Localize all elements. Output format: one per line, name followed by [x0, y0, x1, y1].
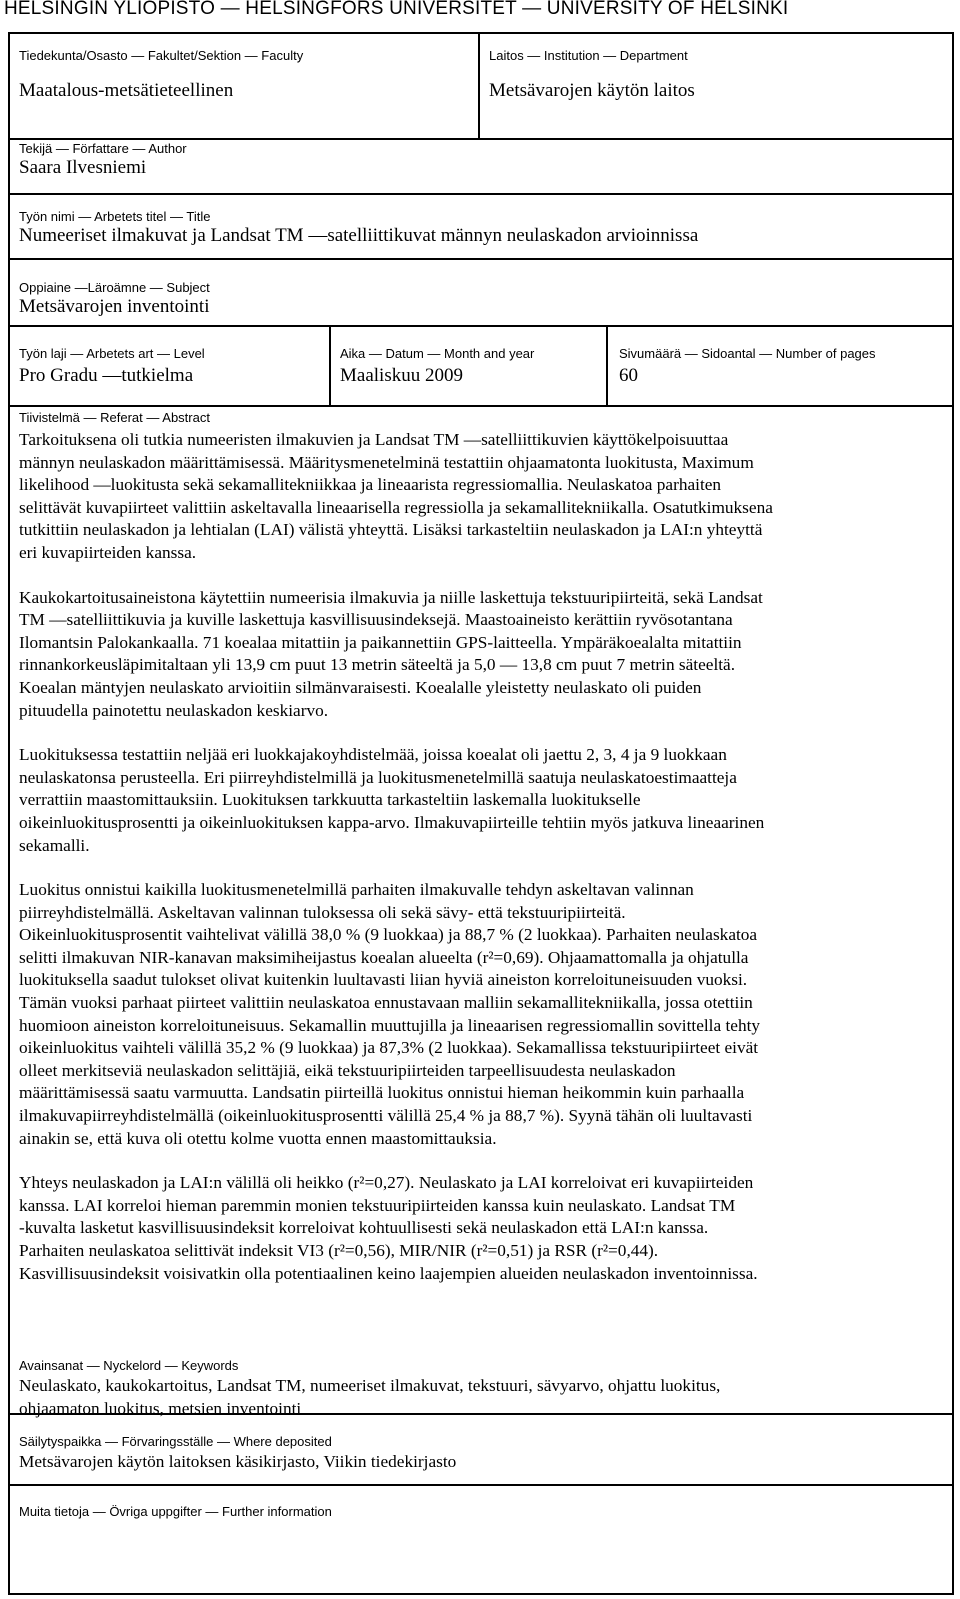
further-field [19, 1504, 332, 1519]
abstract-line: Parhaiten neulaskatoa selittivät indeksit VI3 (r²=0,56), MIR/NIR (r²=0,51) ja RSR (r²=0,44). [19, 1241, 659, 1260]
faculty-field [19, 48, 303, 102]
department-value: Metsävarojen käytön laitos [489, 80, 695, 101]
abstract-line: rinnankorkeusläpimitaltaan yli 13,9 cm puut 13 metrin säteeltä ja 5,0 — 13,8 cm puut 7 metrin säteeltä. [19, 655, 736, 675]
abstract-line: likelihood —luokitusta sekä sekamallitekniikkaa ja lineaarista regressiomallia. Neulaskatoa parhaiten [19, 475, 722, 495]
abstract-paragraph-1 [19, 429, 773, 565]
level-label: Työn laji — Arbetets art — Level [19, 346, 205, 361]
title-field [19, 209, 698, 247]
keywords-line: Neulaskato, kaukokartoitus, Landsat TM, numeeriset ilmakuvat, tekstuuri, sävyarvo, ohjattu luokitus, [19, 1376, 721, 1395]
abstract-line: Tarkoituksena oli tutkia numeeristen ilmakuvien ja Landsat TM —satelliittikuvien käyttökelpoisuuttaa [19, 430, 729, 449]
divider [10, 1484, 952, 1486]
pages-value: 60 [619, 365, 638, 386]
abstract-line: määrittämisessä saatu varmuutta. Landsatin piirteillä luokitus onnistui hieman heikommin kuin parhaalla [19, 1083, 745, 1103]
abstract-line: TM —satelliittikuvia ja kuville laskettuja kasvillisuusindeksejä. Maastoaineisto kerättiin ryvösotantana [19, 610, 733, 630]
abstract-line: verrattiin maastomittauksiin. Luokituksen tarkkuutta tarkasteltiin laskemalla luokitukselle [19, 790, 641, 810]
divider [10, 325, 952, 327]
author-label: Tekijä — Författare — Author [19, 141, 187, 156]
university-header: HELSINGIN YLIOPISTO — HELSINGFORS UNIVERSITET — UNIVERSITY OF HELSINKI [4, 0, 789, 19]
deposited-value: Metsävarojen käytön laitoksen käsikirjasto, Viikin tiedekirjasto [19, 1452, 457, 1471]
divider [478, 34, 480, 138]
divider [10, 1413, 952, 1415]
pages-field [619, 346, 876, 387]
abstract-line: oikeinluokitusprosentti ja oikeinluokituksen kappa-arvo. Ilmakuvapiirteille tehtiin myös jatkuva lineaarinen [19, 812, 765, 832]
divider [10, 138, 952, 140]
title-label: Työn nimi — Arbetets titel — Title [19, 209, 211, 224]
subject-value: Metsävarojen inventointi [19, 296, 210, 317]
abstract-line: Yhteys neulaskadon ja LAI:n välillä oli heikko (r²=0,27). Neulaskato ja LAI korreloivat eri kuvapiirteiden [19, 1173, 754, 1193]
abstract-line: männyn neulaskadon määrittämisessä. Määritysmenetelminä testattiin ohjaamatonta luokitusta, Maximum [19, 452, 754, 472]
abstract-line: eri kuvapiirteiden kanssa. [19, 542, 197, 562]
level-field [19, 346, 205, 387]
abstract-line: neulaskatonsa perusteella. Eri piirreyhdistelmillä ja luokitusmenetelmillä saatuja neulaskatoestimaatteja [19, 767, 737, 787]
abstract-label: Tiivistelmä — Referat — Abstract [19, 410, 210, 425]
subject-field [19, 280, 210, 318]
abstract-line: selitti ilmakuvan NIR-kanavan maksimiheijastus koealan alueelta (r²=0,69). Ohjaamattomalla ja ohjatulla [19, 947, 749, 967]
abstract-line: Oikeinluokitusprosentit vaihtelivat välillä 38,0 % (9 luokkaa) ja 88,7 % (2 luokkaa). Parhaiten neulaskatoa [19, 925, 758, 945]
abstract-paragraph-3 [19, 744, 773, 857]
abstract-line: Tämän vuoksi parhaat piirteet valittiin neulaskatoa ennustavaan malliin sekamallitekniikalla, jossa otettiin [19, 993, 753, 1013]
abstract-paragraph-2 [19, 587, 773, 723]
abstract-line: piirreyhdistelmällä. Askeltavan valinnan tuloksessa oli sekä sävy- että tekstuuripiirteitä. [19, 902, 626, 922]
deposited-field [19, 1434, 456, 1474]
keywords-label: Avainsanat — Nyckelord — Keywords [19, 1358, 239, 1373]
abstract-line: -kuvalta lasketut kasvillisuusindeksit korreloivat kohtuullisesti sekä neulaskadon että LAI:n kanssa. [19, 1218, 709, 1238]
subject-label: Oppiaine —Läroämne — Subject [19, 280, 210, 295]
abstract-line: oikeinluokitus vaihteli välillä 35,2 % (9 luokkaa) ja 87,3% (2 luokkaa). Sekamallissa tekstuuripiirteet eivät [19, 1038, 759, 1058]
abstract-line: huomioon aineiston korreloituneisuus. Sekamallin muuttujilla ja lineaarisen regressiomallin sovittella tehty [19, 1015, 761, 1035]
abstract-form [8, 32, 954, 1595]
abstract-line: olleet merkitseviä neulaskadon selittäjiä, eikä tekstuuripiirteiden tarpeellisuudesta neulaskadon [19, 1060, 676, 1080]
abstract-line: Kasvillisuusindeksit voisivatkin olla potentiaalinen keino laajempien alueiden neulaskadon inventoinnissa. [19, 1263, 758, 1283]
title-value: Numeeriset ilmakuvat ja Landsat TM —satelliittikuvat männyn neulaskadon arvioinnissa [19, 225, 699, 246]
abstract-line: luokituksella saadut tulokset olivat kuitenkin luultavasti liian hyviä aineiston korreloituneisuuden vuoksi. [19, 970, 748, 990]
divider [329, 325, 331, 405]
abstract-line: Kaukokartoitusaineistona käytettiin numeerisia ilmakuvia ja niille laskettuja tekstuuripiirteitä, sekä Landsat [19, 587, 763, 607]
divider [606, 325, 608, 405]
abstract-line: Ilomantsin Palokankaalla. 71 koealaa mitattiin ja paikannettiin GPS-laitteella. Ympäräkoealalta mitattiin [19, 632, 742, 652]
abstract-line: pituudella painotettu neulaskadon keskiarvo. [19, 700, 329, 720]
abstract-line: ilmakuvapiirreyhdistelmällä (oikeinluokitusprosentti välillä 25,4 % ja 88,7 %). Syynä tähän oli luultavasti [19, 1106, 753, 1126]
author-field [19, 141, 187, 179]
divider [10, 193, 952, 195]
abstract-line: kanssa. LAI korreloi hieman paremmin monien tekstuuripiirteiden kanssa kuin neulaskato. Landsat TM [19, 1195, 736, 1215]
department-field [489, 48, 695, 102]
faculty-value: Maatalous-metsätieteellinen [19, 80, 234, 101]
abstract-section [19, 410, 773, 1285]
deposited-label: Säilytyspaikka — Förvaringsställe — Where deposited [19, 1434, 332, 1449]
keywords-field [19, 1358, 720, 1420]
abstract-line: tutkittiin neulaskadon ja lehtialan (LAI) välistä yhteyttä. Lisäksi tarkasteltiin neulaskadon ja LAI:n yhteyttä [19, 520, 763, 540]
pages-label: Sivumäärä — Sidoantal — Number of pages [619, 346, 876, 361]
faculty-label: Tiedekunta/Osasto — Fakultet/Sektion — Faculty [19, 48, 304, 63]
abstract-paragraph-5 [19, 1172, 773, 1285]
department-label: Laitos — Institution — Department [489, 48, 688, 63]
date-label: Aika — Datum — Month and year [340, 346, 535, 361]
abstract-line: Luokitus onnistui kaikilla luokitusmenetelmillä parhaiten ilmakuvalle tehdyn askeltavan valinnan [19, 880, 694, 900]
abstract-line: ainakin se, että kuva oli otettu kolme vuotta ennen maastomittauksia. [19, 1128, 497, 1148]
keywords-line: ohjaamaton luokitus, metsien inventointi [19, 1398, 302, 1418]
author-value: Saara Ilvesniemi [19, 157, 147, 178]
abstract-line: selittävät kuvapiirteet valittiin askeltavalla lineaarisella regressiolla ja sekamallitekniikalla. Osatutkimuksena [19, 497, 773, 517]
abstract-body [19, 429, 773, 1285]
date-field [340, 346, 534, 387]
level-value: Pro Gradu —tutkielma [19, 365, 194, 386]
abstract-line: Koealan mäntyjen neulaskato arvioitiin silmänvaraisesti. Koealalle yleistetty neulaskato oli puiden [19, 677, 702, 697]
divider [10, 258, 952, 260]
divider [10, 405, 952, 407]
date-value: Maaliskuu 2009 [340, 365, 463, 386]
abstract-line: sekamalli. [19, 835, 90, 855]
abstract-paragraph-4 [19, 879, 773, 1150]
further-label: Muita tietoja — Övriga uppgifter — Further information [19, 1504, 332, 1519]
abstract-line: Luokituksessa testattiin neljää eri luokkajakoyhdistelmää, joissa koealat oli jaettu 2, 3, 4 ja 9 luokkaan [19, 745, 727, 765]
